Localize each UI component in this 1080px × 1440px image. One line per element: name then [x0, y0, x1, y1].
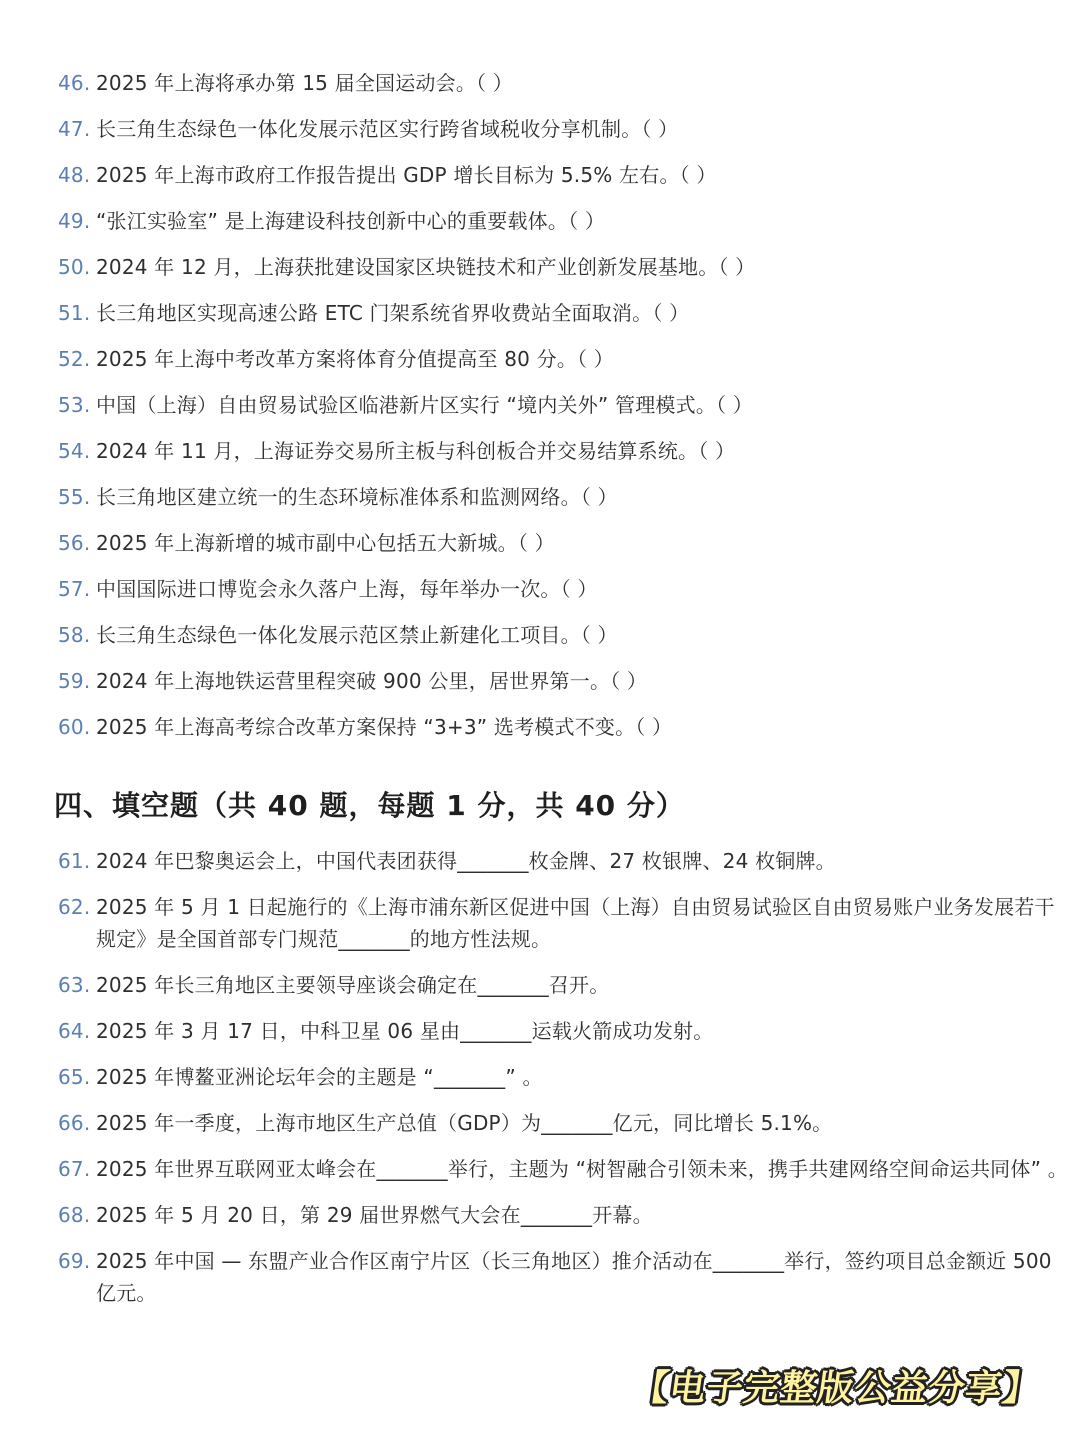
question-item: [58, 343, 1070, 389]
question-number: 61.: [58, 849, 91, 873]
question-item: [58, 969, 1070, 1001]
question-text: 2025 年博鳌亚洲论坛年会的主题是 “_______” 。: [96, 1065, 543, 1089]
question-number: 69.: [58, 1249, 91, 1273]
question-number: 50.: [58, 255, 91, 279]
fill-blank-question-list: [58, 845, 1070, 1323]
section-title: 四、填空题（共 40 题，每题 1 分，共 40 分）: [54, 789, 685, 822]
question-text: 2025 年上海新增的城市副中心包括五大新城。（ ）: [96, 531, 555, 555]
question-text: 2024 年 11 月，上海证券交易所主板与科创板合并交易结算系统。（ ）: [96, 439, 736, 463]
question-item: [58, 1061, 1070, 1093]
question-number: 63.: [58, 973, 91, 997]
question-number: 54.: [58, 439, 91, 463]
question-text: 2024 年巴黎奥运会上，中国代表团获得_______枚金牌、27 枚银牌、24 枚铜牌。: [96, 849, 836, 873]
question-item: [58, 527, 1070, 573]
question-item: [58, 1107, 1070, 1139]
question-number: 62.: [58, 895, 91, 919]
question-text: 长三角地区实现高速公路 ETC 门架系统省界收费站全面取消。（ ）: [96, 301, 690, 325]
question-item: [58, 481, 1070, 527]
question-text: 长三角生态绿色一体化发展示范区禁止新建化工项目。（ ）: [96, 623, 618, 647]
question-item: [58, 205, 1070, 251]
question-number: 48.: [58, 163, 91, 187]
question-text: 中国（上海）自由贸易试验区临港新片区实行 “境内关外” 管理模式。（ ）: [96, 393, 753, 417]
question-text: 2025 年 5 月 20 日，第 29 届世界燃气大会在_______开幕。: [96, 1203, 653, 1227]
question-number: 52.: [58, 347, 91, 371]
question-number: 67.: [58, 1157, 91, 1181]
question-item: [58, 159, 1070, 205]
question-item: [58, 891, 1070, 955]
question-number: 58.: [58, 623, 91, 647]
question-item: [58, 573, 1070, 619]
question-text: 2025 年 3 月 17 日，中科卫星 06 星由_______运载火箭成功发射。: [96, 1019, 714, 1043]
question-number: 49.: [58, 209, 91, 233]
question-text: 2025 年上海将承办第 15 届全国运动会。（ ）: [96, 71, 513, 95]
question-number: 46.: [58, 71, 91, 95]
question-number: 68.: [58, 1203, 91, 1227]
question-number: 60.: [58, 715, 91, 739]
question-number: 65.: [58, 1065, 91, 1089]
question-number: 66.: [58, 1111, 91, 1135]
true-false-question-list: [58, 67, 1070, 757]
question-item: [58, 1015, 1070, 1047]
question-number: 64.: [58, 1019, 91, 1043]
question-text: 2025 年 5 月 1 日起施行的《上海市浦东新区促进中国（上海）自由贸易试验区自由贸易账户业务发展若干规定》是全国首部专门规范_______的地方性法规。: [96, 895, 1055, 951]
question-item: [58, 711, 1070, 757]
question-number: 59.: [58, 669, 91, 693]
question-item: [58, 665, 1070, 711]
question-number: 57.: [58, 577, 91, 601]
question-number: 51.: [58, 301, 91, 325]
question-text: 2025 年上海市政府工作报告提出 GDP 增长目标为 5.5% 左右。（ ）: [96, 163, 717, 187]
question-text: “张江实验室” 是上海建设科技创新中心的重要载体。（ ）: [96, 209, 606, 233]
question-item: [58, 435, 1070, 481]
question-text: 2024 年上海地铁运营里程突破 900 公里，居世界第一。（ ）: [96, 669, 648, 693]
question-item: [58, 1199, 1070, 1231]
question-number: 56.: [58, 531, 91, 555]
question-item: [58, 389, 1070, 435]
question-text: 2024 年 12 月，上海获批建设国家区块链技术和产业创新发展基地。（ ）: [96, 255, 756, 279]
watermark-banner: 【电子完整版公益分享】: [629, 1368, 1043, 1409]
question-number: 55.: [58, 485, 91, 509]
question-text: 2025 年上海中考改革方案将体育分值提高至 80 分。（ ）: [96, 347, 614, 371]
question-item: [58, 297, 1070, 343]
question-number: 47.: [58, 117, 91, 141]
question-item: [58, 1245, 1070, 1309]
question-text: 2025 年中国 — 东盟产业合作区南宁片区（长三角地区）推介活动在_______举行，签约项目总金额近 500 亿元。: [96, 1249, 1052, 1305]
question-text: 长三角生态绿色一体化发展示范区实行跨省域税收分享机制。（ ）: [96, 117, 679, 141]
question-item: [58, 1153, 1070, 1185]
question-item: [58, 845, 1070, 877]
question-text: 长三角地区建立统一的生态环境标准体系和监测网络。（ ）: [96, 485, 618, 509]
question-item: [58, 113, 1070, 159]
question-number: 53.: [58, 393, 91, 417]
question-item: [58, 67, 1070, 113]
question-text: 2025 年长三角地区主要领导座谈会确定在_______召开。: [96, 973, 610, 997]
question-item: [58, 251, 1070, 297]
question-text: 2025 年一季度，上海市地区生产总值（GDP）为_______亿元，同比增长 5.1%。: [96, 1111, 833, 1135]
question-text: 2025 年上海高考综合改革方案保持 “3+3” 选考模式不变。（ ）: [96, 715, 673, 739]
question-text: 中国国际进口博览会永久落户上海，每年举办一次。（ ）: [96, 577, 598, 601]
question-item: [58, 619, 1070, 665]
question-text: 2025 年世界互联网亚太峰会在_______举行，主题为 “树智融合引领未来，携手共建网络空间命运共同体” 。: [96, 1157, 1068, 1181]
